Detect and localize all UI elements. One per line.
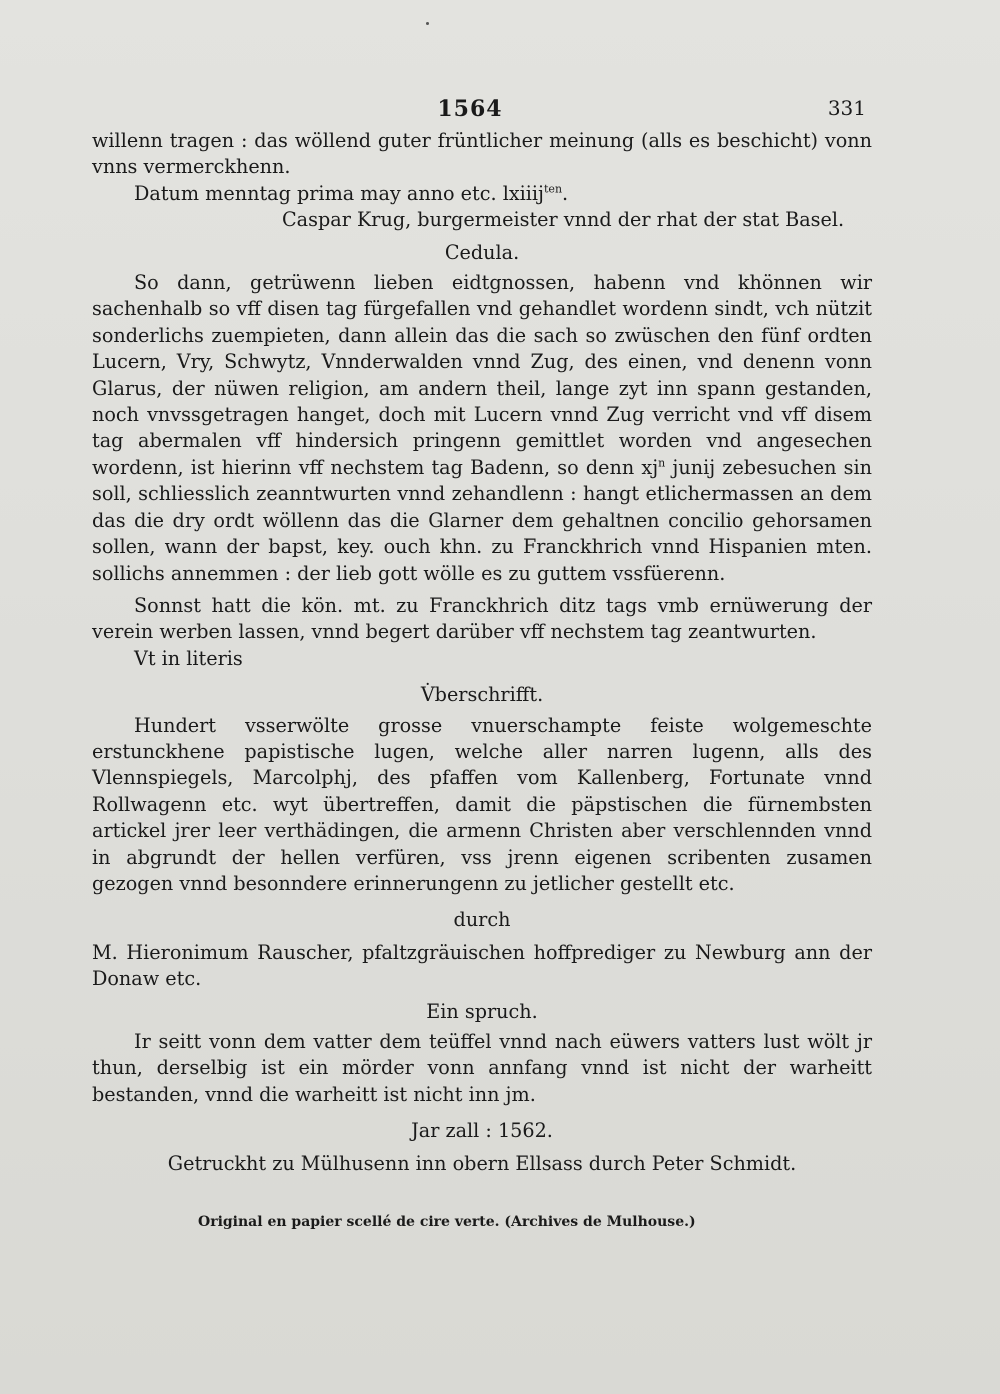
heading-spruch: Ein spruch. <box>426 999 538 1023</box>
heading-uberschrifft: V̇berschrifft. <box>420 683 544 707</box>
jar-zall-line: Jar zall : 1562. <box>411 1119 553 1143</box>
paragraph-hundert: Hundert vsserwölte grosse vnuerschampte feiste wolgemeschte erstunckhene papistische lugen, welche aller narren lugenn, alls des Vlennspiegels, Marcolphj, des pfaffen vom Kallenberg, Fortunate vnnd Rollwagenn etc. wyt übertreffen, damit die päpstischen die fürnembsten artickel jrer leer verthädingen, die armenn Christen aber verschlennden vnnd in abgrundt der hellen verfüren, vss jrenn eigenen scribenten zusamen gezogen vnnd besonndere erinnerungenn zu jetlicher gestellt etc. <box>92 713 872 895</box>
paper-speck <box>426 22 429 25</box>
paragraph-verein: Sonnst hatt die kön. mt. zu Franckhrich ditz tags vmb ernüwerung der verein werben lassen, vnnd begert darüber vff nechstem tag zeantwurten. <box>92 593 872 644</box>
heading-cedula: Cedula. <box>444 240 520 264</box>
date-period: . <box>562 181 569 205</box>
cedula-superscript: n <box>658 456 666 470</box>
paragraph-date <box>92 181 872 207</box>
paragraph-closing-letter: willenn tragen : das wöllend guter früntlicher meinung (alls es beschicht) vonn vnns vermerckhenn. <box>92 129 872 179</box>
header-year: 1564 <box>437 96 503 122</box>
page-number: 331 <box>827 96 866 120</box>
paragraph-rauscher: M. Hieronimum Rauscher, pfaltzgräuischen hoffprediger zu Newburg ann der Donaw etc. <box>92 940 872 991</box>
date-text: Datum menntag prima may anno etc. lxiiij <box>134 181 545 205</box>
paragraph-spruch: Ir seitt vonn dem vatter dem teüffel vnnd nach eüwers vatters lust wölt jr thun, derselbig ist ein mörder vonn annfang vnnd ist nicht der warheitt bestanden, vnnd die warheitt ist nicht inn jm. <box>92 1030 872 1106</box>
printer-line: Getruckht zu Mülhusenn inn obern Ellsass durch Peter Schmidt. <box>167 1151 797 1175</box>
cedula-text-a: So dann, getrüwenn lieben eidtgnossen, habenn vnd khönnen wir sachenhalb so vff disen tag fürgefallen vnd gehandlet wordenn sindt, vch nützit sonderlichs zuempieten, dann allein das die sach so zwüschen den fünf ordten Lucern, Vry, Schwytz, Vnnderwalden vnnd Zug, des einen, vnd denenn vonn Glarus, der nüwen religion, am andern theil, lange zyt inn spann gestanden, noch vnvssgetragen hanget, doch mit Lucern vnnd Zug verricht vnd vff disem tag abermalen vff hindersich pringenn gemittlet worden vnd angesechen wordenn, ist hierinn vff nechstem tag Badenn, so denn xj <box>92 271 872 479</box>
paragraph-cedula <box>92 270 872 587</box>
archive-footnote: Original en papier scellé de cire verte. (Archives de Mulhouse.) <box>198 1214 696 1230</box>
signature-line: Caspar Krug, burgermeister vnnd der rhat der stat Basel. <box>282 208 845 232</box>
paragraph-vt-in-literis: Vt in literis <box>134 646 243 670</box>
durch-line: durch <box>453 908 511 932</box>
date-superscript: ten <box>544 182 563 196</box>
page-header <box>0 96 1000 126</box>
document-body <box>92 128 872 1177</box>
cedula-text-b: junij zebesuchen sin soll, schliesslich zeanntwurten vnnd zehandlenn : hangt etlichermassen an dem das die dry ordt wöllenn das die Glarner dem gehaltnen concilio gehorsamen sollen, wann der bapst, key. ouch khn. zu Franckhrich vnnd Hispanien mten. sollichs annemmen : der lieb gott wölle es zu guttem vssfüerenn. <box>92 455 872 585</box>
